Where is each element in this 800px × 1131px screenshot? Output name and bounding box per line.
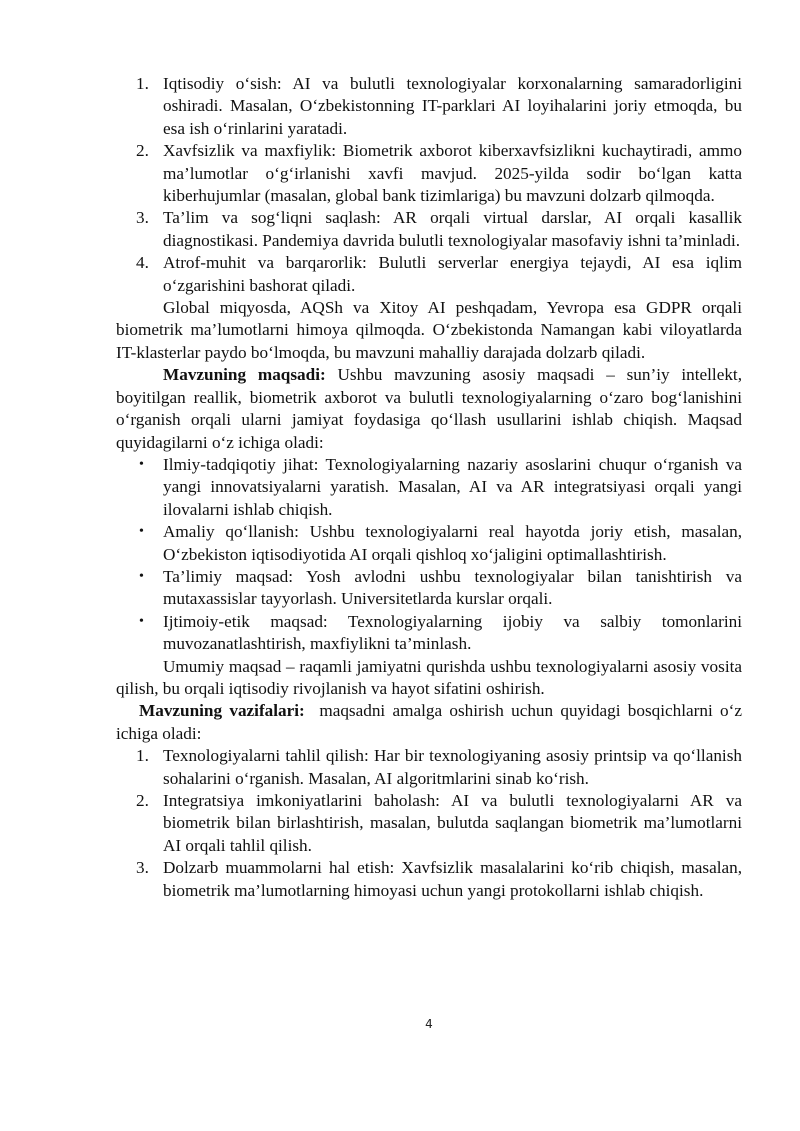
bullet-item (116, 521, 742, 566)
list-number: 2. (136, 141, 149, 161)
goal-paragraph (116, 364, 742, 454)
list-item-text: Iqtisodiy o‘sish: AI va bulutli texnologiyalar korxonalarning samaradorligini oshiradi. Masalan, O‘zbekistonning IT-parklari AI loyihalarini joriy etmoqda, bu esa ish o‘rinlarini yaratadi. (163, 74, 742, 138)
list-number: 1. (136, 746, 149, 766)
list-item (116, 252, 742, 297)
goal-heading: Mavzuning maqsadi: (163, 365, 326, 385)
bullet-text: Amaliy qo‘llanish: Ushbu texnologiyalarni real hayotda joriy etish, masalan, O‘zbekiston iqtisodiyotida AI orqali qishloq xo‘jaligini optimallashtirish. (163, 522, 742, 564)
list-item-text: Atrof-muhit va barqarorlik: Bulutli serverlar energiya tejaydi, AI esa iqlim o‘zgarishini bashorat qiladi. (163, 253, 742, 295)
list-number: 3. (136, 208, 149, 228)
list-item (116, 140, 742, 207)
list-item (116, 207, 742, 252)
list-item-text: Dolzarb muammolarni hal etish: Xavfsizlik masalalarini ko‘rib chiqish, masalan, biometrik ma’lumotlarning himoyasi uchun yangi protokollarni ishlab chiqish. (163, 858, 742, 900)
bullet-text: Ilmiy-tadqiqotiy jihat: Texnologiyalarning nazariy asoslarini chuqur o‘rganish va yangi innovatsiyalarni yaratish. Masalan, AI va AR integratsiyasi orqali yangi ilovalarni ishlab chiqish. (163, 454, 742, 519)
bullet-icon: • (139, 568, 144, 584)
tasks-heading: Mavzuning vazifalari: (139, 701, 305, 721)
list-item (116, 745, 742, 790)
bullet-icon: • (139, 524, 144, 540)
list-item (116, 857, 742, 902)
bullet-icon: • (139, 456, 144, 472)
bullet-item (116, 454, 742, 521)
bullet-text: Ijtimoiy-etik maqsad: Texnologiyalarning ijobiy va salbiy tomonlarini muvozanatlashtirish, maxfiylikni ta’minlash. (163, 611, 742, 654)
list-item (116, 790, 742, 857)
page-number: 4 (425, 1017, 433, 1031)
list-number: 3. (136, 858, 149, 878)
bullet-item (116, 566, 742, 611)
list-item (116, 73, 742, 140)
list-number: 1. (136, 74, 149, 93)
global-paragraph: Global miqyosda, AQSh va Xitoy AI peshqadam, Yevropa esa GDPR orqali biometrik ma’lumotlarni himoya qilmoqda. O‘zbekistonda Namangan kabi viloyatlarda IT-klasterlar paydo bo‘lmoqda, bu mavzuni mahalliy darajada dolzarb qiladi. (116, 298, 742, 362)
bullet-icon: • (139, 613, 144, 629)
bullet-text: Ta’limiy maqsad: Yosh avlodni ushbu texnologiyalar bilan tanishtirish va mutaxassislar tayyorlash. Universitetlarda kurslar orqali. (163, 566, 742, 609)
overall-goal-paragraph: Umumiy maqsad – raqamli jamiyatni qurishda ushbu texnologiyalarni asosiy vosita qilish, bu orqali iqtisodiy rivojlanish va hayot sifatini oshirish. (116, 656, 742, 698)
list-number: 4. (136, 253, 149, 273)
document-body (116, 73, 747, 902)
bullet-item (116, 611, 742, 656)
goal-text: Ushbu mavzuning asosiy maqsadi – sun’iy intellekt, boyitilgan reallik, biometrik axborot va bulutli texnologiyalarning o‘zaro bog‘lanishini o‘rganish orqali ularni jamiyat foydasiga qo‘llash usullarini ishlab chiqish. Maqsad quyidagilarni o‘z ichiga oladi: (116, 365, 742, 452)
list-item-text: Integratsiya imkoniyatlarini baholash: AI va bulutli texnologiyalarni AR va biometrik bilan birlashtirish, masalan, bulutda saqlangan biometrik ma’lumotlarni AI orqali tahlil qilish. (163, 791, 742, 855)
list-number: 2. (136, 791, 149, 810)
goal-bullet-list (116, 454, 742, 656)
tasks-paragraph (116, 700, 747, 745)
importance-list (116, 73, 742, 297)
tasks-text: maqsadni amalga oshirish uchun quyidagi bosqichlarni o‘z ichiga oladi: (116, 701, 747, 743)
list-item-text: Xavfsizlik va maxfiylik: Biometrik axborot kiberxavfsizlikni kuchaytiradi, ammo ma’lumotlar o‘g‘irlanishi xavfi mavjud. 2025-yilda sodir bo‘lgan katta kiberhujumlar (masalan, global bank tizimlariga) bu mavzuni dolzarb qilmoqda. (163, 141, 742, 206)
list-item-text: Ta’lim va sog‘liqni saqlash: AR orqali virtual darslar, AI orqali kasallik diagnostikasi. Pandemiya davrida bulutli texnologiyalar masofaviy ishni ta’minladi. (163, 208, 742, 250)
tasks-list (116, 745, 742, 902)
list-item-text: Texnologiyalarni tahlil qilish: Har bir texnologiyaning asosiy printsip va qo‘llanish sohalarini o‘rganish. Masalan, AI algoritmlarini sinab ko‘rish. (163, 746, 742, 788)
